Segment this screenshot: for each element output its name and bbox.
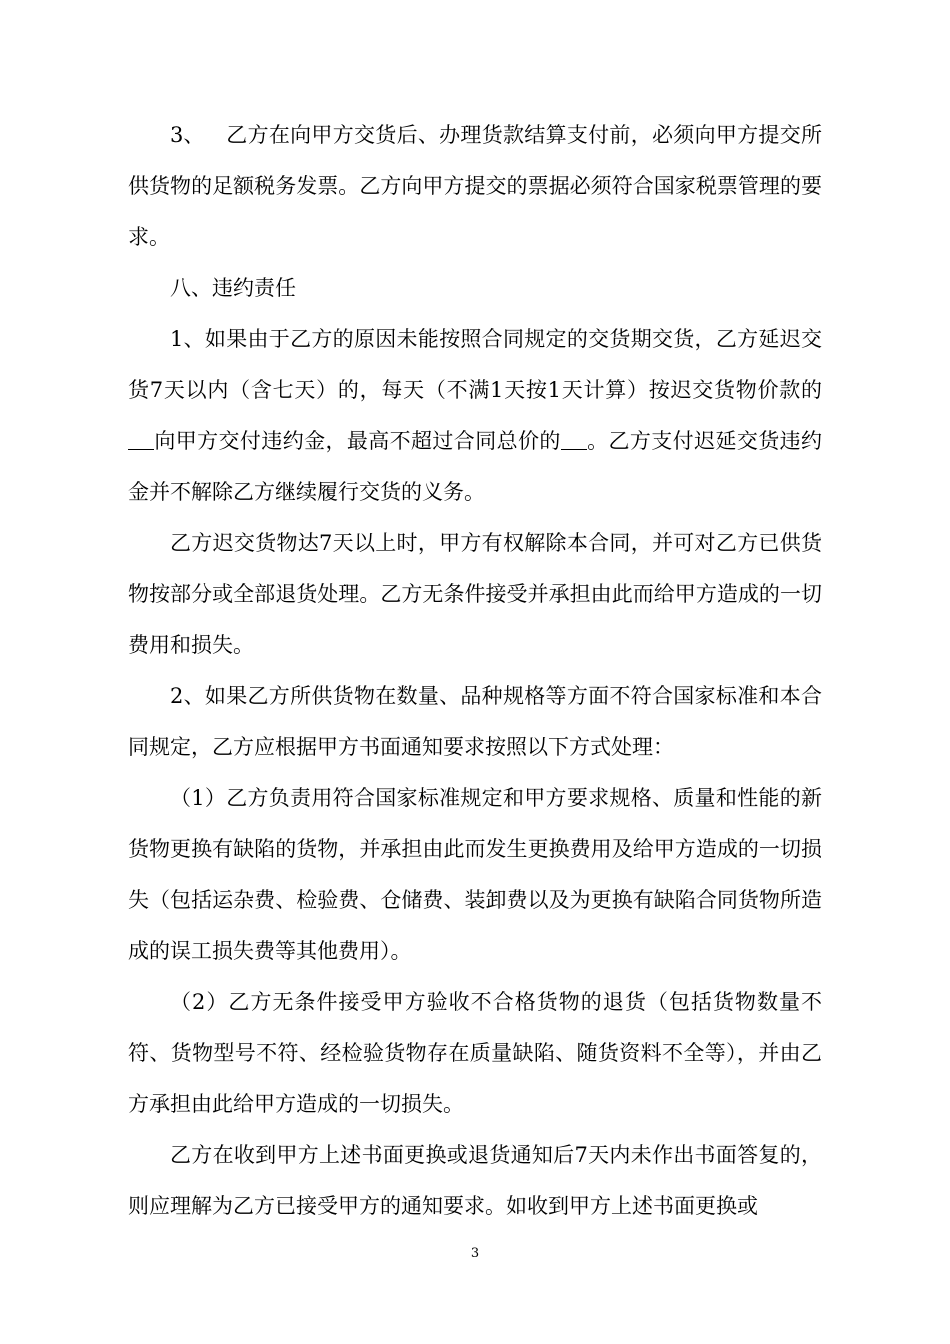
clause-number: 3、: [170, 123, 205, 147]
paragraph-return-option: （2）乙方无条件接受甲方验收不合格货物的退货（包括货物数量不符、货物型号不符、经检验货物存在质量缺陷、随货资料不全等），并由乙方承担由此给甲方造成的一切损失。: [128, 990, 822, 1116]
section-heading-breach-liability: 八、违约责任: [170, 276, 296, 300]
paragraph-text-part-c: 。乙方支付迟延交货违约金并不解除乙方继续履行交货的义务。: [128, 429, 823, 504]
paragraph-reply-deadline: 乙方在收到甲方上述书面更换或退货通知后7天内未作出书面答复的，则应理解为乙方已接受甲方的通知要求。如收到甲方上述书面更换或: [128, 1143, 822, 1218]
paragraph-text-part-b: 向甲方交付违约金，最高不超过合同总价的: [154, 429, 561, 453]
blank-underline-cap: [561, 431, 587, 450]
page-number: 3: [470, 1246, 480, 1261]
paragraph-contract-termination: 乙方迟交货物达7天以上时，甲方有权解除本合同，并可对乙方已供货物按部分或全部退货处理。乙方无条件接受并承担由此而给甲方造成的一切费用和损失。: [128, 531, 822, 657]
blank-underline-rate: [128, 431, 154, 450]
paragraph-replacement-option: （1）乙方负责用符合国家标准规定和甲方要求规格、质量和性能的新货物更换有缺陷的货物，并承担由此而发生更换费用及给甲方造成的一切损失（包括运杂费、检验费、仓储费、装卸费以及为更换有缺陷合同货物所造成的误工损失费等其他费用）。: [128, 786, 822, 963]
paragraph-text-part-a: 1、如果由于乙方的原因未能按照合同规定的交货期交货，乙方延迟交货7天以内（含七天）的，每天（不满1天按1天计算）按迟交货物价款的: [128, 327, 822, 402]
paragraph-invoice-requirement: [128, 110, 822, 263]
document-body: [128, 110, 822, 1232]
paragraph-nonconforming-goods: 2、如果乙方所供货物在数量、品种规格等方面不符合国家标准和本合同规定，乙方应根据甲方书面通知要求按照以下方式处理：: [128, 684, 822, 759]
paragraph-text: 乙方在向甲方交货后、办理货款结算支付前，必须向甲方提交所供货物的足额税务发票。乙方向甲方提交的票据必须符合国家税票管理的要求。: [128, 123, 822, 249]
paragraph-late-delivery-penalty: [128, 314, 822, 518]
